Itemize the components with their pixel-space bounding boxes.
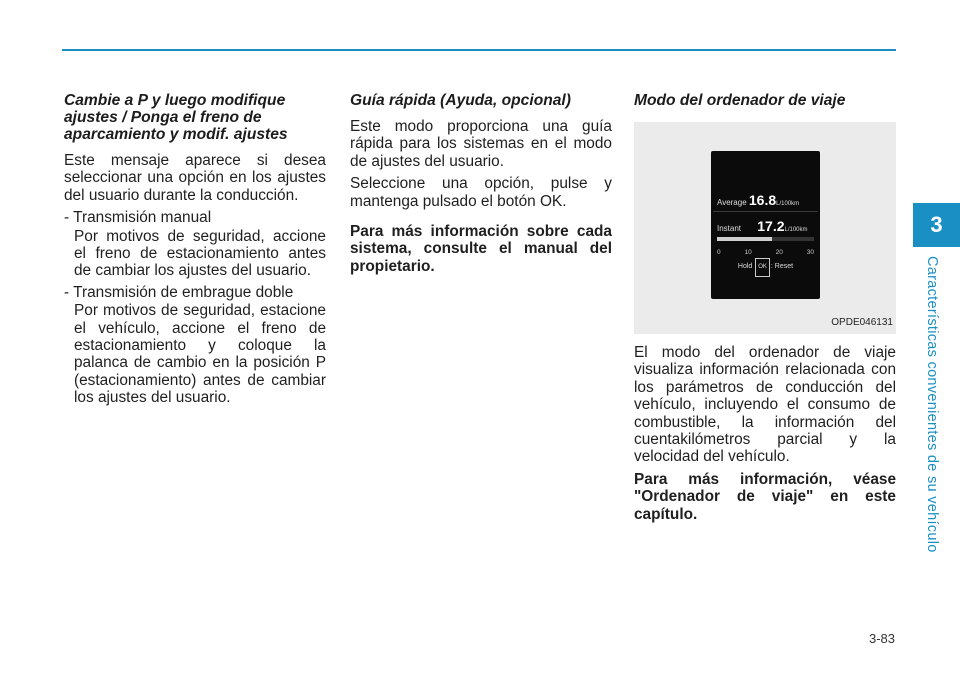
list-item-body: Por motivos de seguridad, accione el freno de estacionamiento antes de cambiar los ajustes del usuario. <box>74 227 326 280</box>
bar-tick: 0 <box>717 249 721 256</box>
reset-text: : Reset <box>770 263 794 270</box>
column-2 <box>350 92 612 280</box>
instant-unit: L/100km <box>784 227 808 233</box>
chapter-title: Características convenientes de su vehículo <box>924 256 940 553</box>
ok-key-icon: OK <box>755 258 770 277</box>
list-item <box>64 209 326 280</box>
consumption-bar-fill <box>717 237 772 241</box>
bar-tick: 10 <box>744 249 752 256</box>
header-rule <box>62 49 896 51</box>
column-3 <box>634 92 896 528</box>
trip-computer-figure <box>634 122 896 334</box>
average-label: Average <box>717 198 747 207</box>
cluster-display <box>711 151 820 299</box>
paragraph: El modo del ordenador de viaje visualiza información relacionada con los parámetros de conducción del vehículo, incluyendo el consumo de combustible, la información del cuentakilómetros parcial y la velocidad del vehículo. <box>634 344 896 466</box>
hold-reset-hint <box>711 258 820 277</box>
bold-note: Para más información sobre cada sistema, consulte el manual del propietario. <box>350 223 612 275</box>
paragraph: Seleccione una opción, pulse y mantenga pulsado el botón OK. <box>350 175 612 210</box>
page-number: 3-83 <box>868 631 895 646</box>
section-heading-trip-computer: Modo del ordenador de viaje <box>634 92 846 109</box>
list-item <box>64 284 326 407</box>
list-item-title: - Transmisión de embrague doble <box>64 283 294 301</box>
consumption-bar <box>717 237 814 241</box>
chapter-title-vertical <box>924 256 944 553</box>
section-heading-settings: Cambie a P y luego modifique ajustes / Ponga el freno de aparcamiento y modif. ajustes <box>64 92 288 143</box>
list-item-body: Por motivos de seguridad, estacione el vehículo, accione el freno de estacionamiento y coloque la palanca de cambio en la posición P (estacionamiento) antes de cambiar los ajustes del usuario. <box>74 302 326 407</box>
instant-label: Instant <box>717 224 742 233</box>
hold-text: Hold <box>737 263 753 270</box>
chapter-tab: 3 <box>913 203 960 247</box>
bar-tick: 20 <box>775 249 783 256</box>
average-unit: L/100km <box>776 201 800 207</box>
bar-tick: 30 <box>806 249 814 256</box>
instant-value: 17.2 <box>757 218 785 234</box>
section-heading-quick-guide: Guía rápida (Ayuda, opcional) <box>350 92 571 109</box>
average-value: 16.8 <box>748 192 777 208</box>
figure-code: OPDE046131 <box>831 316 893 328</box>
bold-note: Para más información, véase "Ordenador de viaje" en este capítulo. <box>634 470 896 523</box>
intro-paragraph: Este mensaje aparece si desea seleccionar una opción en los ajustes del usuario durante la conducción. <box>64 152 326 204</box>
display-divider <box>713 211 818 212</box>
paragraph: Este modo proporciona una guía rápida para los sistemas en el modo de ajustes del usuario. <box>350 118 612 170</box>
column-1 <box>64 92 326 407</box>
list-item-title: - Transmisión manual <box>64 209 212 227</box>
